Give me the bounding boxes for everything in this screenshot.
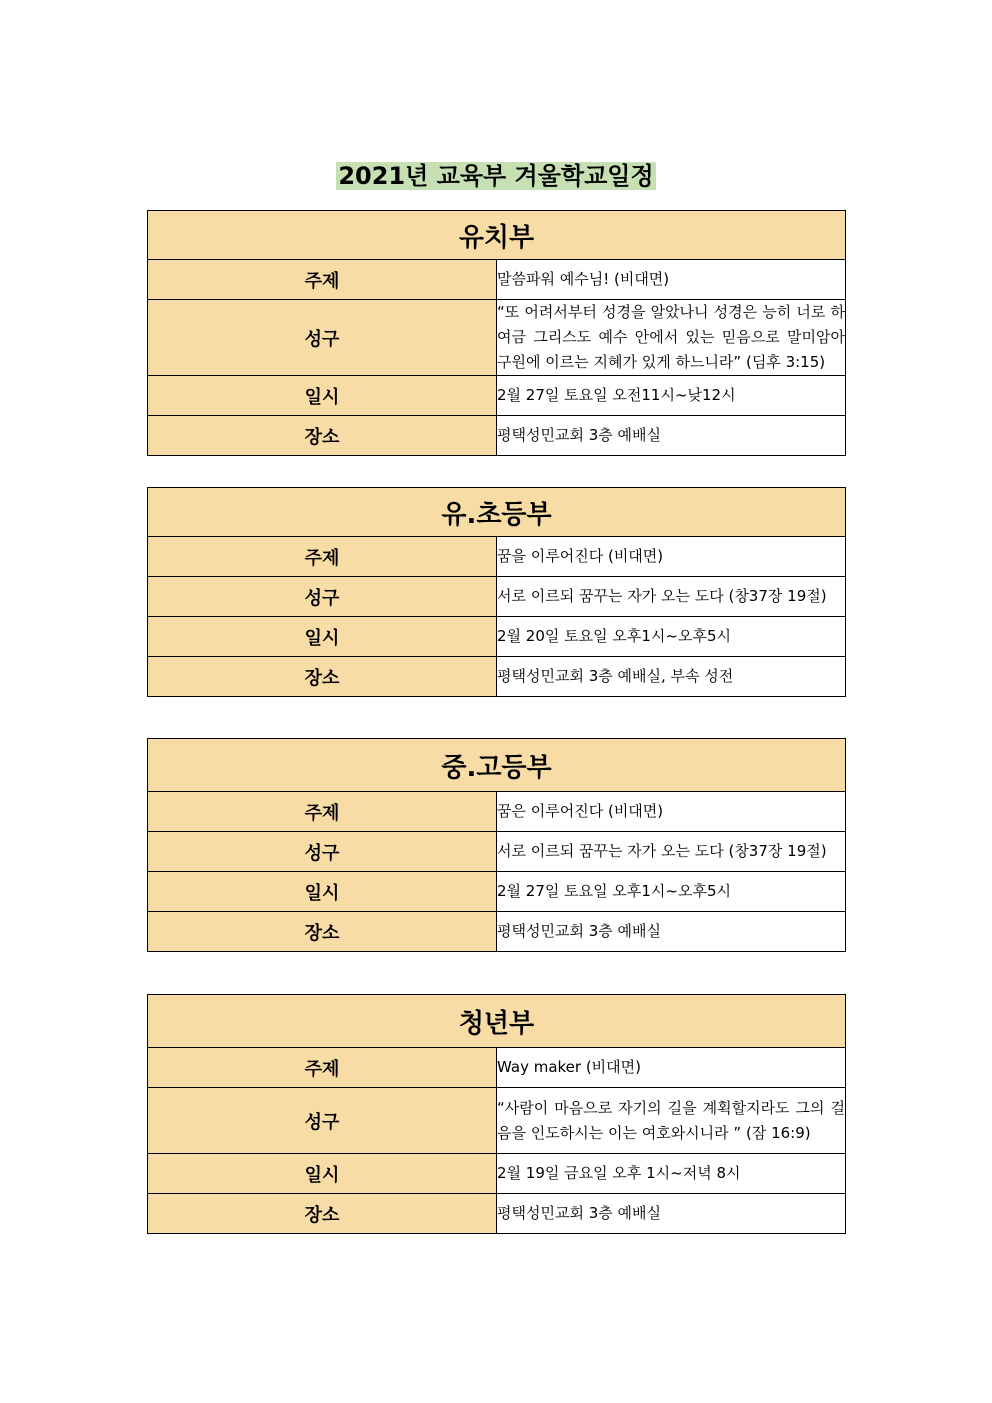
place-value: 평택성민교회 3층 예배실 xyxy=(497,416,846,456)
date-label: 일시 xyxy=(148,617,497,657)
schedule-table-kindergarten xyxy=(147,210,846,456)
theme-value: 꿈을 이루어진다 (비대면) xyxy=(497,537,846,577)
schedule-table-young-adults xyxy=(147,994,846,1234)
theme-value: 꿈은 이루어진다 (비대면) xyxy=(497,792,846,832)
section-heading: 중.고등부 xyxy=(148,739,846,792)
theme-label: 주제 xyxy=(148,792,497,832)
theme-value: Way maker (비대면) xyxy=(497,1048,846,1088)
place-label: 장소 xyxy=(148,416,497,456)
verse-value: 서로 이르되 꿈꾸는 자가 오는 도다 (창37장 19절) xyxy=(497,832,846,872)
place-label: 장소 xyxy=(148,657,497,697)
theme-label: 주제 xyxy=(148,537,497,577)
section-heading: 유.초등부 xyxy=(148,488,846,537)
section-heading: 유치부 xyxy=(148,211,846,260)
page-title-text: 2021년 교육부 겨울학교일정 xyxy=(338,162,654,190)
date-value: 2월 19일 금요일 오후 1시~저녁 8시 xyxy=(497,1154,846,1194)
date-label: 일시 xyxy=(148,1154,497,1194)
section-heading: 청년부 xyxy=(148,995,846,1048)
schedule-table-youth xyxy=(147,738,846,952)
verse-label: 성구 xyxy=(148,1088,497,1154)
theme-label: 주제 xyxy=(148,260,497,300)
verse-label: 성구 xyxy=(148,832,497,872)
verse-value: “또 어려서부터 성경을 알았나니 성경은 능히 너로 하여금 그리스도 예수 안에서 있는 믿음으로 말미암아 구원에 이르는 지혜가 있게 하느니라” (딤후 3:15) xyxy=(497,300,846,376)
place-label: 장소 xyxy=(148,912,497,952)
date-value: 2월 27일 토요일 오후1시~오후5시 xyxy=(497,872,846,912)
place-value: 평택성민교회 3층 예배실 xyxy=(497,912,846,952)
date-value: 2월 27일 토요일 오전11시~낮12시 xyxy=(497,376,846,416)
date-label: 일시 xyxy=(148,376,497,416)
date-value: 2월 20일 토요일 오후1시~오후5시 xyxy=(497,617,846,657)
verse-label: 성구 xyxy=(148,577,497,617)
verse-label: 성구 xyxy=(148,300,497,376)
date-label: 일시 xyxy=(148,872,497,912)
verse-value: “사람이 마음으로 자기의 길을 계획할지라도 그의 걸음을 인도하시는 이는 여호와시니라 ” (잠 16:9) xyxy=(497,1088,846,1154)
verse-value: 서로 이르되 꿈꾸는 자가 오는 도다 (창37장 19절) xyxy=(497,577,846,617)
schedule-table-elementary xyxy=(147,487,846,697)
theme-label: 주제 xyxy=(148,1048,497,1088)
page-title xyxy=(0,158,992,194)
place-value: 평택성민교회 3층 예배실, 부속 성전 xyxy=(497,657,846,697)
place-value: 평택성민교회 3층 예배실 xyxy=(497,1194,846,1234)
theme-value: 말씀파워 예수님! (비대면) xyxy=(497,260,846,300)
place-label: 장소 xyxy=(148,1194,497,1234)
